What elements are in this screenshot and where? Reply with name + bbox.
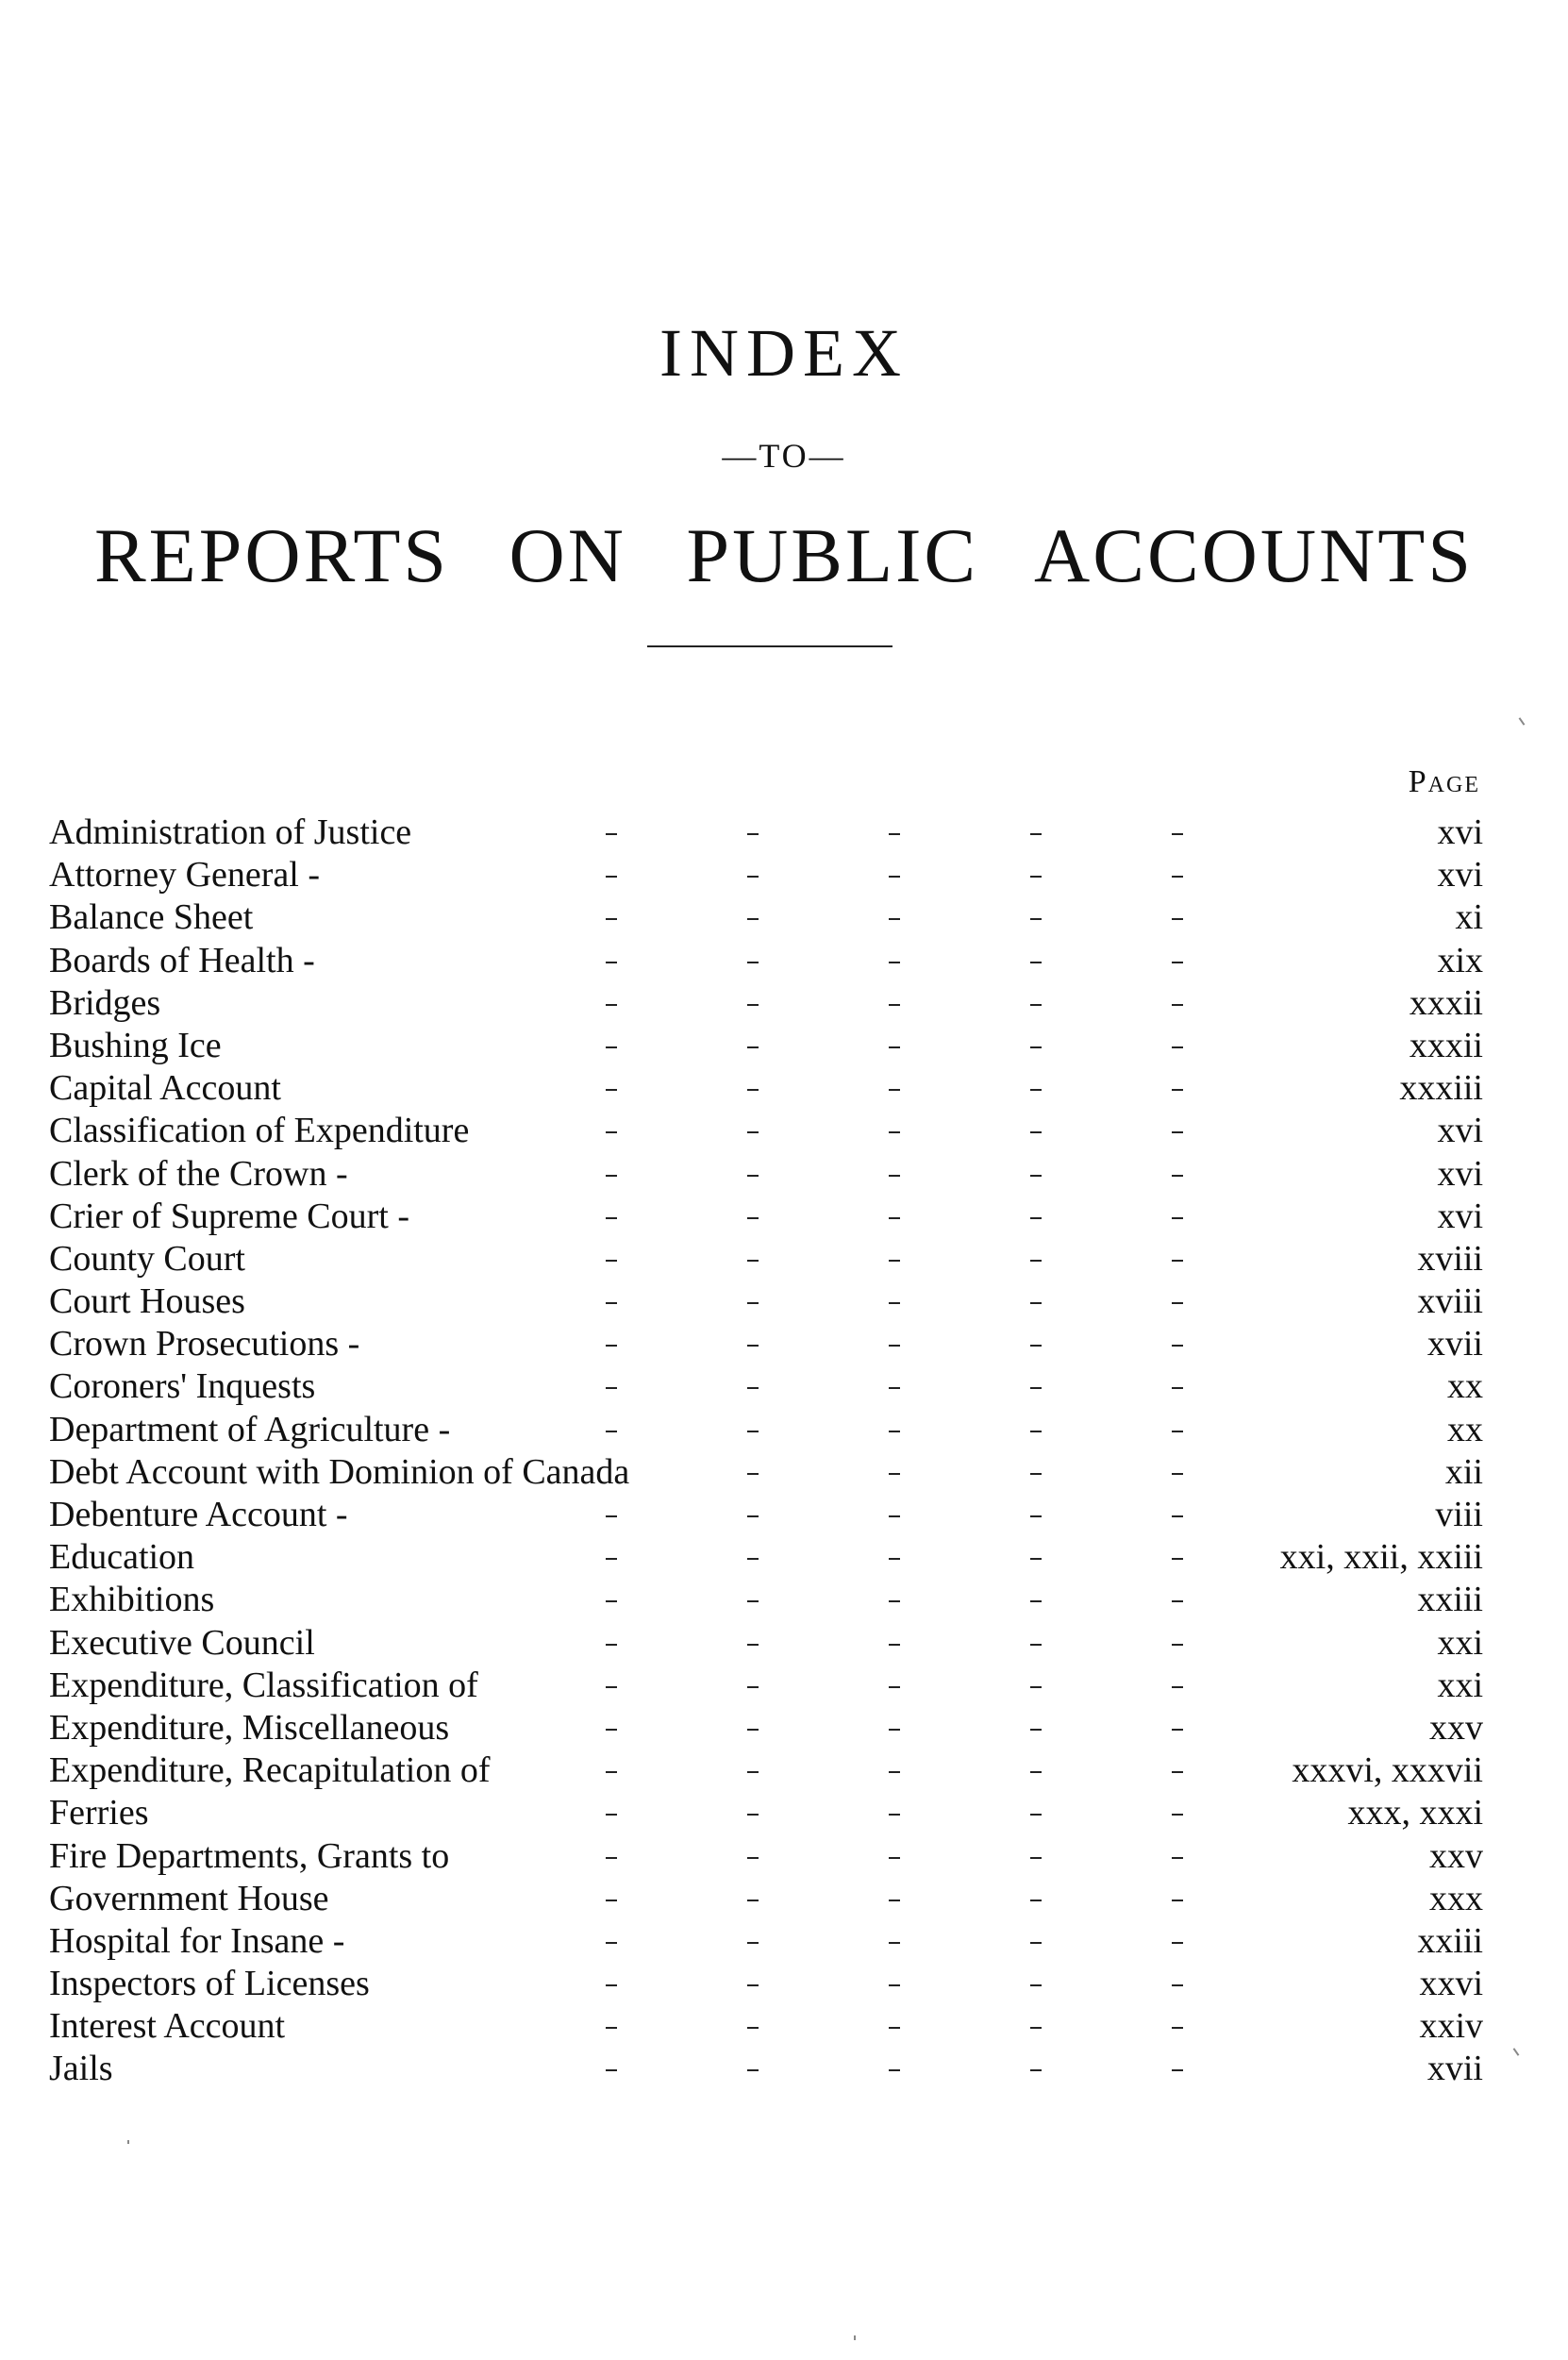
leader-dash (606, 1900, 617, 1901)
leader-dash (1030, 1046, 1042, 1048)
leader-dash (1030, 962, 1042, 963)
leader-dash (1030, 876, 1042, 878)
leader-dashes (49, 2048, 1240, 2090)
leader-dash (889, 1431, 900, 1432)
leader-dash (747, 1515, 759, 1517)
leader-dash (1030, 1558, 1042, 1560)
leader-dash (747, 1558, 759, 1560)
leader-dash (1172, 1729, 1183, 1731)
index-entry-page: xvi (1437, 1196, 1483, 1236)
index-entry-label: Education (49, 1537, 195, 1578)
leader-dash (1172, 1942, 1183, 1944)
leader-dashes (49, 1579, 1240, 1621)
leader-dash (889, 1302, 900, 1304)
index-entry-label: Attorney General - (49, 855, 320, 895)
leader-dash (1030, 2069, 1042, 2071)
index-entry-page: xvi (1437, 1111, 1483, 1151)
leader-dash (1030, 1345, 1042, 1347)
leader-dash (889, 1686, 900, 1688)
index-entry (49, 1749, 1483, 1792)
leader-dash (1172, 1131, 1183, 1133)
index-entry-page: xxi (1437, 1665, 1483, 1705)
leader-dash (1172, 1984, 1183, 1986)
leader-dash (889, 1857, 900, 1859)
index-entry-label: Administration of Justice (49, 812, 412, 852)
page-column-header: Page (1408, 764, 1480, 799)
leader-dash (1172, 1431, 1183, 1432)
title-rule (647, 645, 892, 647)
index-entry-page: xxxiii (1399, 1068, 1483, 1109)
leader-dash (1172, 833, 1183, 835)
leader-dash (747, 876, 759, 878)
leader-dash (1030, 833, 1042, 835)
leader-dash (606, 1686, 617, 1688)
leader-dash (1172, 1473, 1183, 1475)
index-entry-label: Government House (49, 1878, 329, 1918)
index-entry-label: Jails (49, 2049, 113, 2089)
leader-dash (606, 1217, 617, 1219)
leader-dash (747, 1089, 759, 1091)
index-entry-page: xii (1444, 1451, 1483, 1492)
index-entry-label: Hospital for Insane - (49, 1920, 345, 1961)
leader-dash (606, 1558, 617, 1560)
leader-dash (889, 1729, 900, 1731)
leader-dash (1030, 1175, 1042, 1177)
leader-dash (889, 1217, 900, 1219)
index-entry-label: Coroners' Inquests (49, 1366, 316, 1407)
leader-dash (1172, 1217, 1183, 1219)
index-entry (49, 1323, 1483, 1365)
index-entry-label: Boards of Health - (49, 940, 315, 980)
index-entry (49, 1067, 1483, 1110)
index-entry-page: xvii (1426, 1324, 1483, 1364)
index-entry (49, 1579, 1483, 1621)
leader-dash (747, 833, 759, 835)
index-entry-page: xvi (1437, 1153, 1483, 1194)
leader-dash (606, 1302, 617, 1304)
leader-dash (747, 1217, 759, 1219)
leader-dash (1030, 1771, 1042, 1773)
leader-dash (1030, 1473, 1042, 1475)
leader-dash (1172, 1387, 1183, 1389)
leader-dash (1172, 1644, 1183, 1646)
leader-dash (889, 1089, 900, 1091)
index-entry-page: xviii (1417, 1238, 1483, 1279)
index-entry (49, 940, 1483, 982)
leader-dash (889, 1984, 900, 1986)
leader-dash (606, 1515, 617, 1517)
index-entry-label: Clerk of the Crown - (49, 1153, 348, 1194)
leader-dash (1030, 1686, 1042, 1688)
leader-dash (889, 1644, 900, 1646)
index-entry (49, 812, 1483, 854)
index-entry (49, 854, 1483, 896)
index-entry-page: xxi (1437, 1622, 1483, 1663)
index-entry (49, 1622, 1483, 1665)
leader-dash (1030, 1515, 1042, 1517)
leader-dash (1172, 1515, 1183, 1517)
leader-dash (606, 876, 617, 878)
leader-dash (606, 1345, 617, 1347)
index-entry-page: xx (1447, 1366, 1483, 1407)
index-entry-page: xxv (1429, 1707, 1483, 1748)
leader-dash (1030, 1814, 1042, 1816)
leader-dash (747, 1686, 759, 1688)
leader-dash (606, 1814, 617, 1816)
leader-dash (889, 1175, 900, 1177)
index-entry-page: xviii (1417, 1281, 1483, 1322)
leader-dash (747, 1175, 759, 1177)
leader-dash (889, 833, 900, 835)
index-entry-label: Expenditure, Miscellaneous (49, 1707, 450, 1748)
leader-dash (889, 2027, 900, 2029)
index-entry (49, 1280, 1483, 1323)
to-subheading: —TO— (722, 437, 846, 475)
leader-dashes (49, 1025, 1240, 1067)
leader-dash (606, 1644, 617, 1646)
index-entry-page: xxx (1429, 1878, 1483, 1918)
index-entry-page: xxx, xxxi (1347, 1793, 1483, 1833)
index-entry-label: Expenditure, Classification of (49, 1665, 478, 1705)
leader-dashes (49, 982, 1240, 1025)
scan-speck (854, 2335, 856, 2340)
leader-dash (1172, 1004, 1183, 1006)
index-entry-label: Fire Departments, Grants to (49, 1835, 450, 1876)
index-entry-page: xvi (1437, 812, 1483, 852)
leader-dash (1030, 1600, 1042, 1602)
leader-dash (889, 1900, 900, 1901)
leader-dash (606, 1046, 617, 1048)
leader-dash (747, 1345, 759, 1347)
leader-dash (1030, 1131, 1042, 1133)
index-entry-label: Bushing Ice (49, 1025, 222, 1065)
leader-dash (747, 2069, 759, 2071)
index-entry-label: Debenture Account - (49, 1495, 348, 1534)
index-entry-page: xix (1437, 940, 1483, 980)
leader-dash (889, 962, 900, 963)
leader-dash (1172, 1600, 1183, 1602)
leader-dash (1030, 1217, 1042, 1219)
leader-dash (889, 918, 900, 920)
leader-dash (606, 1387, 617, 1389)
leader-dash (1172, 1686, 1183, 1688)
leader-dash (606, 918, 617, 920)
leader-dash (747, 1600, 759, 1602)
index-entry-label: Crier of Supreme Court - (49, 1196, 410, 1236)
leader-dash (606, 1771, 617, 1773)
leader-dash (747, 1942, 759, 1944)
index-entry-page: xxiii (1417, 1580, 1483, 1620)
index-title: INDEX (659, 315, 909, 391)
leader-dash (606, 962, 617, 963)
leader-dashes (49, 1792, 1240, 1834)
index-entry (49, 1963, 1483, 2005)
leader-dash (1030, 918, 1042, 920)
index-entry (49, 1365, 1483, 1408)
leader-dash (889, 1473, 900, 1475)
leader-dash (747, 1729, 759, 1731)
index-entry-page: xvi (1437, 855, 1483, 895)
leader-dash (889, 876, 900, 878)
leader-dash (606, 1175, 617, 1177)
index-entry-page: xxv (1429, 1835, 1483, 1876)
leader-dash (747, 1431, 759, 1432)
index-entry-label: Classification of Expenditure (49, 1111, 470, 1151)
leader-dash (1030, 1644, 1042, 1646)
leader-dash (889, 1131, 900, 1133)
leader-dash (747, 1004, 759, 1006)
leader-dash (606, 1857, 617, 1859)
index-entry (49, 1792, 1483, 1834)
leader-dash (1172, 1857, 1183, 1859)
leader-dash (889, 1558, 900, 1560)
index-entry-page: xxxvi, xxxvii (1292, 1750, 1483, 1791)
leader-dash (747, 1260, 759, 1262)
leader-dash (747, 1302, 759, 1304)
leader-dash (1172, 1260, 1183, 1262)
leader-dash (1172, 1900, 1183, 1901)
leader-dash (606, 1089, 617, 1091)
leader-dash (1030, 1089, 1042, 1091)
scan-speck (1519, 717, 1526, 726)
leader-dash (1172, 918, 1183, 920)
index-entry (49, 2048, 1483, 2090)
index-entry-label: Crown Prosecutions - (49, 1324, 360, 1364)
leader-dash (606, 833, 617, 835)
leader-dash (747, 1857, 759, 1859)
index-entry (49, 1665, 1483, 1707)
leader-dash (747, 1900, 759, 1901)
leader-dash (1030, 1900, 1042, 1901)
index-entry (49, 1409, 1483, 1451)
leader-dash (747, 1046, 759, 1048)
leader-dash (1172, 2027, 1183, 2029)
leader-dash (889, 1600, 900, 1602)
index-entry-label: Executive Council (49, 1622, 315, 1663)
leader-dash (1172, 876, 1183, 878)
leader-dash (889, 1771, 900, 1773)
leader-dash (889, 1046, 900, 1048)
index-entry (49, 982, 1483, 1025)
leader-dash (889, 1387, 900, 1389)
scan-speck (127, 2140, 129, 2144)
leader-dash (606, 1431, 617, 1432)
leader-dash (889, 1814, 900, 1816)
index-entry-label: County Court (49, 1238, 245, 1279)
leader-dash (889, 1004, 900, 1006)
index-entry-page: viii (1435, 1495, 1483, 1534)
leader-dash (606, 1729, 617, 1731)
leader-dash (1172, 1302, 1183, 1304)
leader-dash (747, 2027, 759, 2029)
leader-dash (1172, 1558, 1183, 1560)
index-entry (49, 1451, 1483, 1494)
leader-dash (889, 1515, 900, 1517)
leader-dash (889, 1345, 900, 1347)
leader-dash (1172, 1175, 1183, 1177)
leader-dash (1030, 1942, 1042, 1944)
leader-dash (747, 1473, 759, 1475)
leader-dash (1030, 1857, 1042, 1859)
index-entry-label: Court Houses (49, 1281, 245, 1322)
index-entry-label: Balance Sheet (49, 897, 254, 938)
leader-dash (1030, 1387, 1042, 1389)
index-entry-page: xxiii (1417, 1920, 1483, 1961)
leader-dash (1030, 1260, 1042, 1262)
leader-dash (1172, 2069, 1183, 2071)
index-entry-label: Expenditure, Recapitulation of (49, 1750, 491, 1791)
index-entry (49, 1153, 1483, 1196)
index-entry (49, 1110, 1483, 1152)
index-entry-page: xx (1447, 1409, 1483, 1449)
index-entry-label: Ferries (49, 1793, 149, 1833)
index-entry-label: Inspectors of Licenses (49, 1964, 370, 2004)
leader-dash (606, 1942, 617, 1944)
index-entry-page: xi (1455, 897, 1483, 938)
leader-dash (889, 2069, 900, 2071)
page-title: REPORTS ON PUBLIC ACCOUNTS (93, 512, 1475, 598)
index-entry (49, 1238, 1483, 1280)
index-entry (49, 1878, 1483, 1920)
leader-dash (747, 1984, 759, 1986)
index-entry-label: Bridges (49, 982, 161, 1023)
index-entry-label: Capital Account (49, 1068, 281, 1109)
leader-dash (606, 2027, 617, 2029)
leader-dash (606, 1600, 617, 1602)
leader-dash (1172, 1771, 1183, 1773)
index-entry (49, 1536, 1483, 1579)
scan-speck (1513, 2048, 1520, 2056)
index-entry-page: xxxii (1409, 1025, 1483, 1065)
leader-dash (747, 962, 759, 963)
leader-dash (1030, 1431, 1042, 1432)
leader-dash (747, 1771, 759, 1773)
leader-dash (747, 918, 759, 920)
leader-dash (1172, 1814, 1183, 1816)
index-entry-label: Debt Account with Dominion of Canada (49, 1451, 630, 1492)
leader-dash (606, 1004, 617, 1006)
index-entry-page: xxiv (1419, 2006, 1483, 2047)
index-entry (49, 1196, 1483, 1238)
leader-dash (1030, 1729, 1042, 1731)
index-entry (49, 1494, 1483, 1536)
index-entry (49, 1835, 1483, 1878)
index-entry-page: xvii (1426, 2049, 1483, 2089)
leader-dash (1172, 1345, 1183, 1347)
index-entry (49, 1025, 1483, 1067)
leader-dash (606, 1984, 617, 1986)
leader-dashes (49, 1536, 1240, 1579)
index-entry-label: Exhibitions (49, 1580, 215, 1620)
leader-dash (1030, 2027, 1042, 2029)
index-entry (49, 1707, 1483, 1749)
leader-dash (747, 1644, 759, 1646)
leader-dash (747, 1814, 759, 1816)
index-entry-label: Interest Account (49, 2006, 286, 2047)
index-entry-page: xxxii (1409, 982, 1483, 1023)
leader-dash (747, 1131, 759, 1133)
leader-dash (606, 1131, 617, 1133)
leader-dash (889, 1942, 900, 1944)
leader-dash (1030, 1984, 1042, 1986)
index-entry-page: xxvi (1419, 1964, 1483, 2004)
leader-dash (747, 1387, 759, 1389)
index-entry (49, 896, 1483, 939)
leader-dash (889, 1260, 900, 1262)
index-entry (49, 2005, 1483, 2048)
index-entry (49, 1920, 1483, 1963)
index-entry-label: Department of Agriculture - (49, 1409, 451, 1449)
index-entry-page: xxi, xxii, xxiii (1279, 1537, 1483, 1578)
leader-dash (1172, 1089, 1183, 1091)
leader-dash (1030, 1004, 1042, 1006)
leader-dash (606, 1260, 617, 1262)
leader-dash (1172, 1046, 1183, 1048)
index-list (49, 812, 1483, 2091)
leader-dash (1030, 1302, 1042, 1304)
leader-dash (1172, 962, 1183, 963)
leader-dash (606, 2069, 617, 2071)
